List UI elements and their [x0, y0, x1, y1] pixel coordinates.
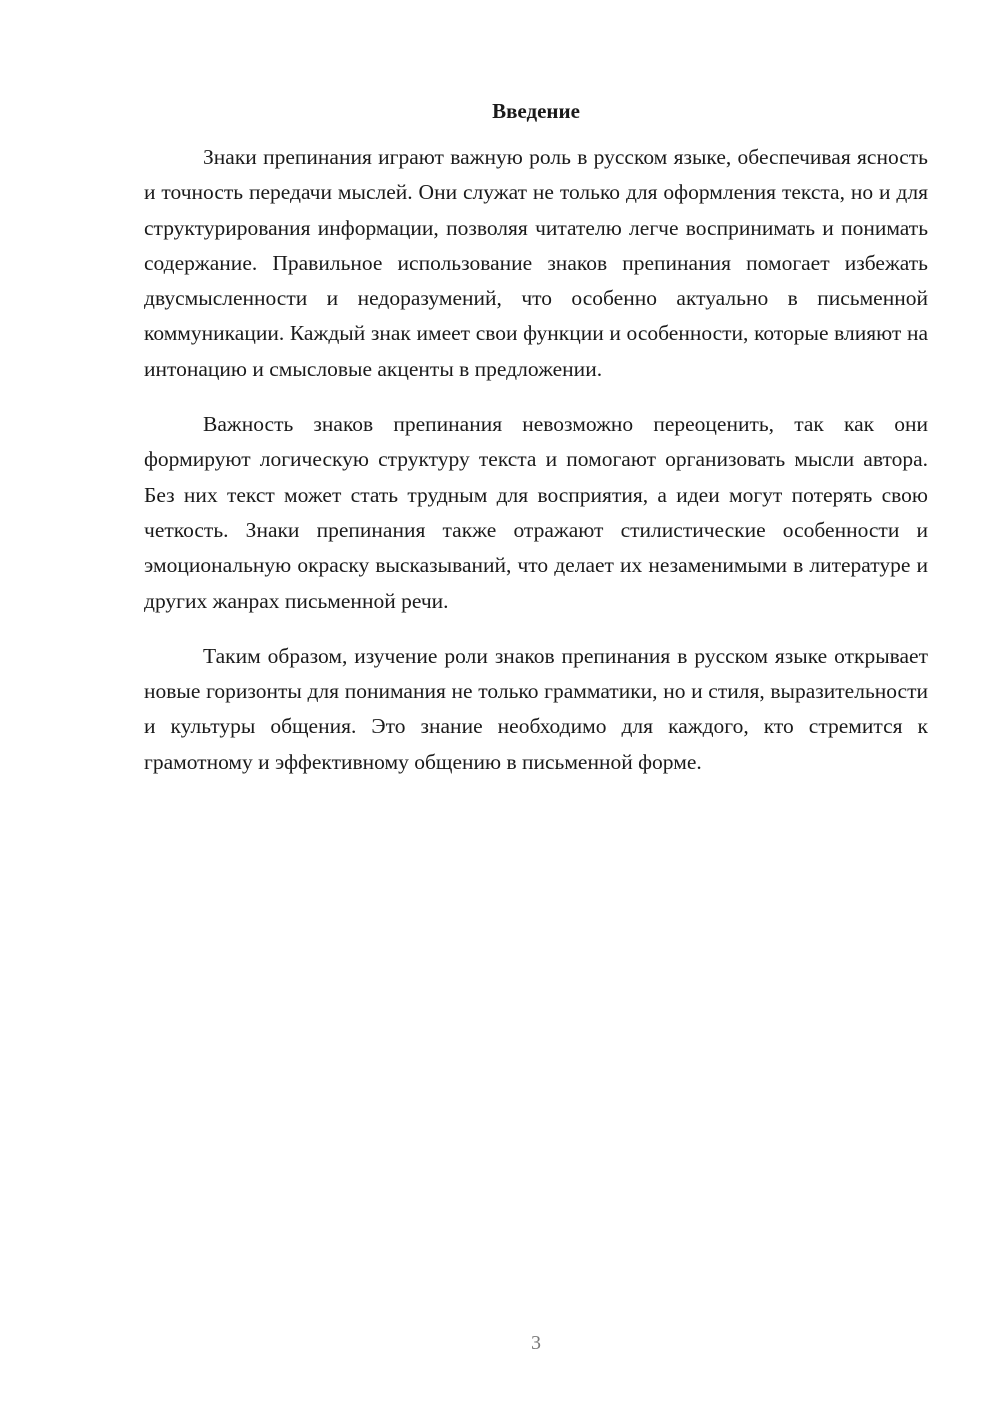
- section-title: Введение: [492, 99, 580, 123]
- page-content: [144, 96, 928, 800]
- page-number: 3: [531, 1332, 541, 1354]
- paragraph-1: Знаки препинания играют важную роль в русском языке, обеспечивая ясность и точность передачи мыслей. Они служат не только для оформления текста, но и для структурирования информации, позволяя читателю легче воспринимать и понимать содержание. Правильное использование знаков препинания помогает избежать двусмысленности и недоразумений, что особенно актуально в письменной коммуникации. Каждый знак имеет свои функции и особенности, которые влияют на интонацию и смысловые акценты в предложении.: [144, 145, 928, 381]
- paragraph-2: Важность знаков препинания невозможно переоценить, так как они формируют логическую структуру текста и помогают организовать мысли автора. Без них текст может стать трудным для восприятия, а идеи могут потерять свою четкость. Знаки препинания также отражают стилистические особенности и эмоциональную окраску высказываний, что делает их незаменимыми в литературе и других жанрах письменной речи.: [144, 412, 928, 613]
- paragraph-3: Таким образом, изучение роли знаков препинания в русском языке открывает новые горизонты для понимания не только грамматики, но и стиля, выразительности и культуры общения. Это знание необходимо для каждого, кто стремится к грамотному и эффективному общению в письменной форме.: [144, 643, 928, 774]
